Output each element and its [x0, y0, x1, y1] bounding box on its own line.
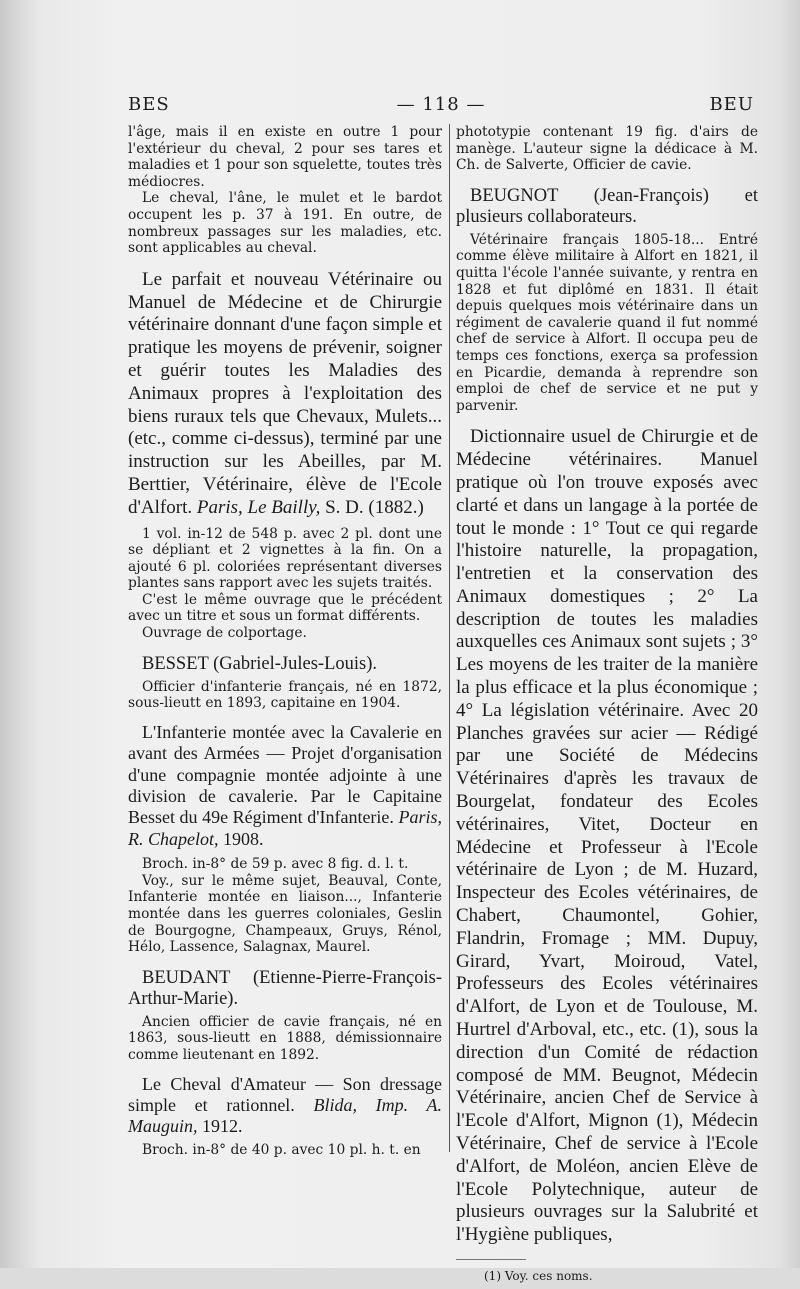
footnote: (1) Voy. ces noms.	[484, 1269, 593, 1283]
book-title-entry	[128, 722, 442, 850]
book-title-entry	[128, 1074, 442, 1138]
publisher: Blida, Imp. A. Mauguin,	[128, 1095, 442, 1137]
left-column	[128, 124, 442, 1158]
book-description: Broch. in-8° de 59 p. avec 8 fig. d. l. t.	[142, 856, 409, 873]
paragraph: Ouvrage de colportage.	[142, 625, 307, 642]
author-bio: Ancien officier de cavie français, né en 1863, sous-lieutt en 1888, démissionnaire comme lieutenant en 1892.	[128, 1013, 442, 1064]
book-date: 1912.	[202, 1116, 243, 1137]
book-date: S. D. (1882.)	[325, 496, 424, 518]
paragraph: C'est le même ouvrage que le précédent avec un titre et sous un format différents.	[128, 591, 442, 625]
author-bio: Officier d'infanterie français, né en 1872, sous-lieutt en 1893, capitaine en 1904.	[128, 678, 442, 712]
book-title: L'Infanterie montée avec la Cavalerie en avant des Armées — Projet d'organisation d'une compagnie montée adjointe à une division de cavalerie. Par le Capitaine Besset du 49e Régiment d'Infanterie.	[128, 721, 442, 828]
book-title: Le parfait et nouveau Vétérinaire ou Manuel de Médecine et de Chirurgie vétérinaire donnant d'une façon simple et pratique les moyens de prévenir, soigner et guérir toutes les Maladies des Animaux propres à l'exploitation des biens ruraux tels que Chevaux, Mulets... (etc., comme ci-dessus), terminé par une instruction sur les Abeilles, par M. Berttier, Vétérinaire, élève de l'Ecole d'Alfort.	[128, 268, 442, 518]
book-description: 1 vol. in-12 de 548 p. avec 2 pl. dont une se dépliant et 2 vignettes à la fin. On a ajouté 6 pl. coloriées représentant diverses plantes sans rapport avec les sujets traités.	[128, 525, 442, 592]
book-title-entry: Dictionnaire usuel de Chirurgie et de Médecine vétérinaires. Manuel pratique où l'on trouve exposés avec clarté et dans un langage à la portée de tout le monde : 1° Tout ce qui regarde l'histoire naturelle, la propagation, l'entretien et la conservation des Animaux domestiques ; 2° La description de toutes les maladies auxquelles ces Animaux sont sujets ; 3° Les moyens de les traiter de la manière la plus efficace et la plus économique ; 4° La législation vétérinaire. Avec 20 Planches gravées sur acier — Rédigé par une Société de Médecins Vétérinaires d'après les travaux de Bourgelat, fondateur des Ecoles vétérinaires, Vitet, Docteur en Médecine et Professeur à l'Ecole vétérinaire de Lyon ; de M. Huzard, Inspecteur des Ecoles vétérinaires, de Chabert, Chaumontel, Gohier, Flandrin, Fromage ; MM. Dupuy, Girard, Yvart, Moiroud, Vatel, Professeurs des Ecoles vétérinaires d'Alfort, de Lyon et de Toulouse, M. Hurtrel d'Arboval, etc., etc. (1), sous la direction d'un Comité de rédaction composé de MM. Beugnot, Médecin Vétérinaire, ancien Chef de Service à l'Ecole d'Alfort, Mignon (1), Médecin Vétérinaire, Chef de service à l'Ecole d'Alfort, de Moléon, ancien Elève de l'Ecole Polytechnique, auteur de plusieurs ouvrages sur la Salubrité et l'Hygiène publiques,	[456, 426, 758, 1246]
paragraph: phototypie contenant 19 fig. d'airs de manège. L'auteur signe la dédicace à M. Ch. de Salverte, Officier de cavie.	[456, 124, 758, 174]
footnote-area	[456, 1259, 758, 1289]
page-number: — 118 —	[396, 94, 486, 115]
author-bio: Vétérinaire français 1805-18... Entré comme élève militaire à Alfort en 1821, il quitta l'école l'année suivante, y rentra en 1828 et fut diplômé en 1831. Il était depuis quelques mois vétérinaire dans un régiment de cavalerie quand il fut nommé chef de service à Alfort. Il occupa peu de temps ces fonctions, exerça sa profession en Picardie, demanda à reprendre son emploi de chef de service et ne put y parvenir.	[456, 231, 758, 414]
right-column	[456, 124, 758, 1289]
author-name: BEUDANT (Etienne-Pierre-François-Arthur-Marie).	[128, 967, 442, 1009]
book-title-entry	[128, 269, 442, 520]
author-name: BEUGNOT (Jean-François) et plusieurs collaborateurs.	[456, 185, 758, 227]
book-title: Le Cheval d'Amateur — Son dressage simple et rationnel.	[128, 1073, 442, 1116]
see-also: Voy., sur le même sujet, Beauval, Conte, Infanterie montée en liaison..., Infanterie montée dans les guerres coloniales, Geslin de Bourgogne, Champeaux, Gruys, Rénol, Hélo, Lassence, Salagnax, Maurel.	[128, 872, 442, 956]
footnote-rule	[456, 1259, 526, 1260]
book-description: Broch. in-8° de 40 p. avec 10 pl. h. t. en	[142, 1141, 421, 1158]
header-left: BES	[128, 94, 170, 115]
header-right: BEU	[709, 94, 754, 115]
running-header	[128, 94, 754, 118]
book-date: 1908.	[223, 828, 264, 849]
paragraph: Le cheval, l'âne, le mulet et le bardot occupent les p. 37 à 191. En outre, de nombreux passages sur les maladies, etc. sont applicables au cheval.	[128, 190, 442, 257]
paragraph: l'âge, mais il en existe en outre 1 pour l'extérieur du cheval, 2 pour ses tares et maladies et 1 pour son squelette, toutes très médiocres.	[128, 124, 442, 190]
publisher: Paris, R. Chapelot,	[128, 807, 442, 849]
publisher: Paris, Le Bailly,	[196, 496, 321, 518]
column-divider	[449, 124, 450, 1152]
author-name: BESSET (Gabriel-Jules-Louis).	[142, 653, 377, 674]
